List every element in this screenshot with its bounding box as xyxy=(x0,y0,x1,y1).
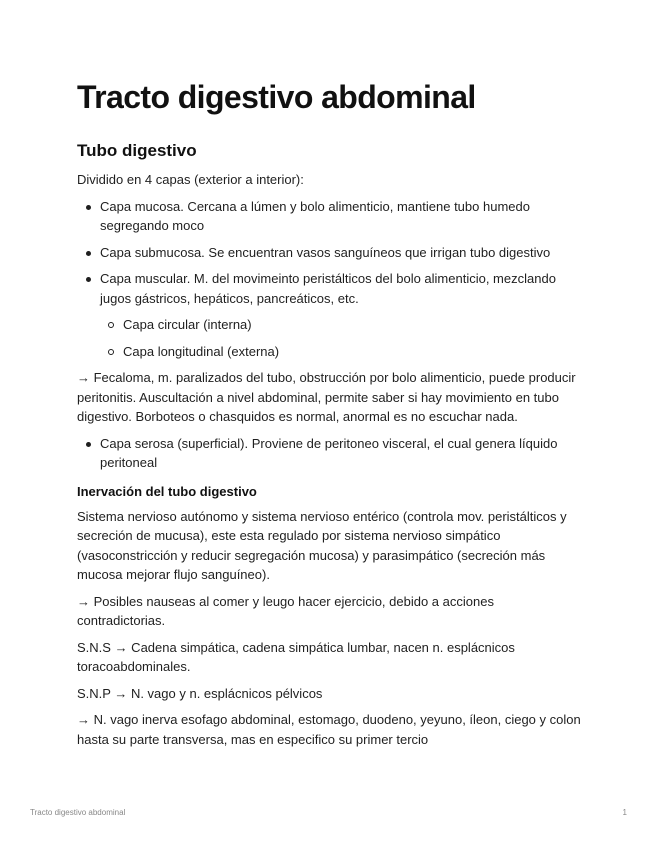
layers-list-continued xyxy=(77,434,582,473)
section-heading-tubo-digestivo: Tubo digestivo xyxy=(77,141,197,160)
footer-title: Tracto digestivo abdominal xyxy=(30,808,126,817)
sublist-item: Capa circular (interna) xyxy=(100,315,582,335)
page-number: 1 xyxy=(622,808,627,817)
paragraph: → Posibles nauseas al comer y leugo hacer ejercicio, debido a acciones contradictorias. xyxy=(77,593,494,628)
layers-list xyxy=(77,197,582,362)
section-heading-inervacion: Inervación del tubo digestivo xyxy=(77,483,257,499)
list-item: Capa submucosa. Se encuentran vasos sanguíneos que irrigan tubo digestivo xyxy=(77,243,582,263)
document-page xyxy=(77,78,582,756)
section-intro: Dividido en 4 capas (exterior a interior): xyxy=(77,172,304,187)
sublist-item: Capa longitudinal (externa) xyxy=(100,342,582,362)
sublist xyxy=(100,315,582,361)
paragraph: → N. vago inerva esofago abdominal, estomago, duodeno, yeyuno, íleon, ciego y colon hasta su parte transversa, mas en especifico su primer tercio xyxy=(77,712,581,747)
list-item: Capa mucosa. Cercana a lúmen y bolo alimenticio, mantiene tubo humedo segregando moco xyxy=(77,197,582,236)
list-item xyxy=(77,269,582,361)
page-title: Tracto digestivo abdominal xyxy=(77,79,476,115)
list-item: Capa serosa (superficial). Proviene de peritoneo visceral, el cual genera líquido peritoneal xyxy=(77,434,582,473)
paragraph: S.N.S → Cadena simpática, cadena simpática lumbar, nacen n. esplácnicos toracoabdominales. xyxy=(77,639,515,674)
note-paragraph: → Fecaloma, m. paralizados del tubo, obstrucción por bolo alimenticio, puede producir peritonitis. Auscultación a nivel abdominal, permite saber si hay movimiento en tubo digestivo. Borboteos o chasquidos es normal, anormal es no escuchar nada. xyxy=(77,370,576,424)
paragraph: Sistema nervioso autónomo y sistema nervioso entérico (controla mov. peristálticos y secreción de mucusa), este esta regulado por sistema nervioso simpático (vasoconstricción y reducir segregación mucosa) y parasimpático (secreción más mucosa mejorar flujo sanguíneo). xyxy=(77,508,567,582)
list-item-text: Capa muscular. M. del movimeinto peristálticos del bolo alimenticio, mezclando jugos gástricos, hepáticos, pancreáticos, etc. xyxy=(100,271,556,306)
paragraph: S.N.P → N. vago y n. esplácnicos pélvicos xyxy=(77,685,323,701)
